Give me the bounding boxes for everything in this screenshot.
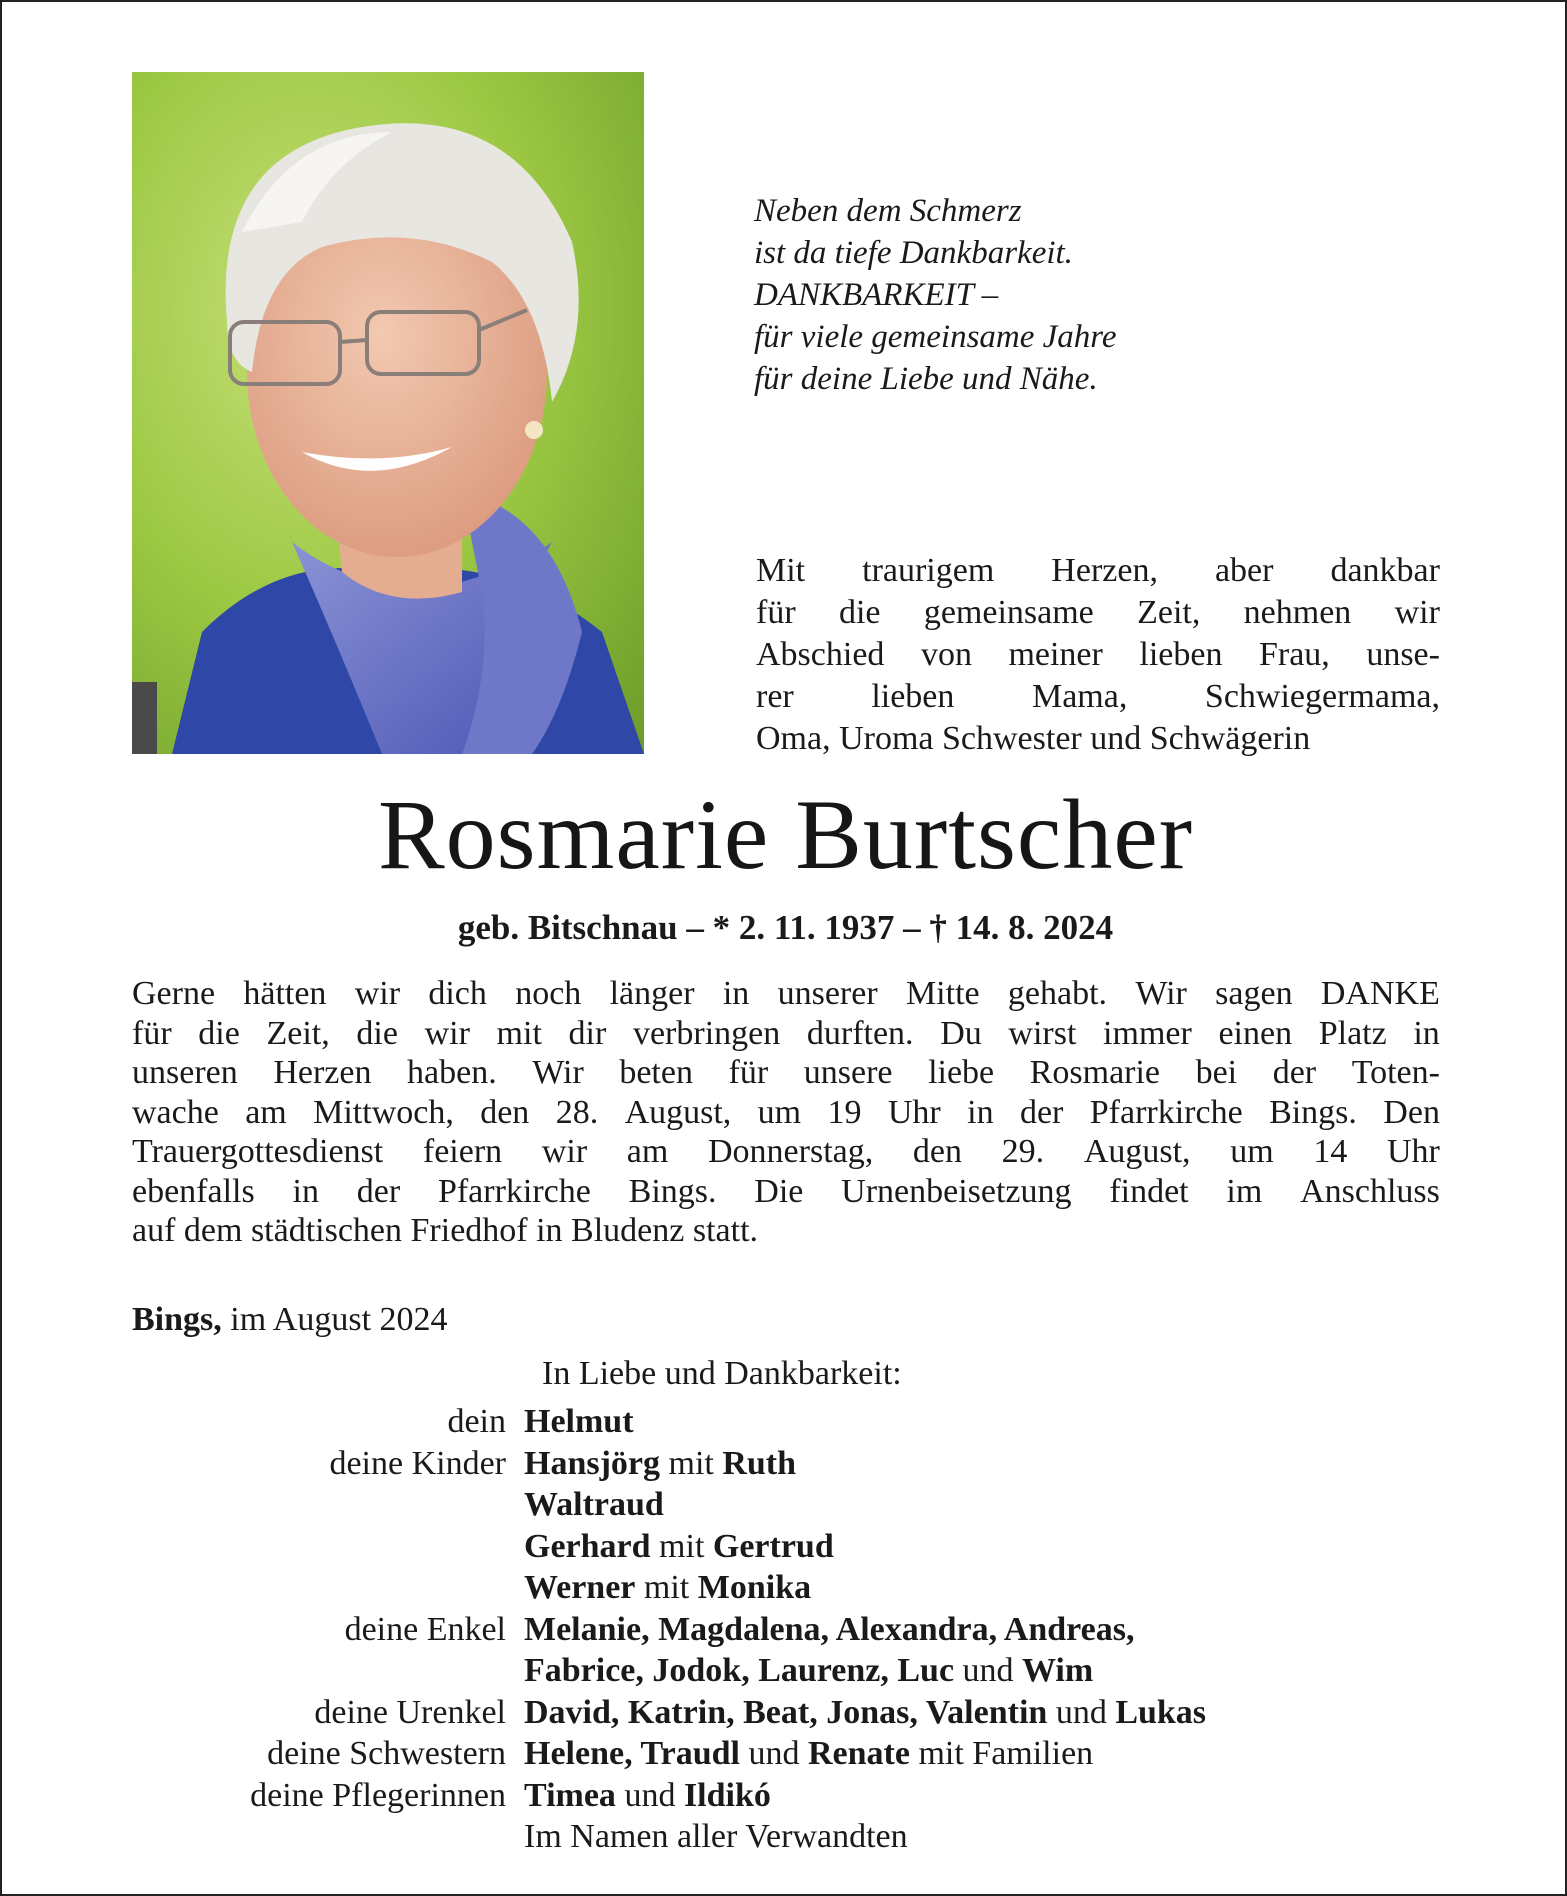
body-line [132, 974, 1440, 1014]
word: Mitte [905, 975, 980, 1012]
mourner-row [132, 1526, 1440, 1568]
word: 28. [555, 1093, 599, 1131]
word: Trauergottesdienst [132, 1133, 384, 1170]
word: Uhr [1386, 1133, 1440, 1170]
word: wir [1394, 594, 1440, 631]
word: wirst [1008, 1014, 1077, 1052]
word: Anschluss [1300, 1172, 1440, 1210]
word: Den [1383, 1093, 1440, 1131]
mourner-names [524, 1775, 1440, 1817]
word: die [356, 1014, 398, 1052]
mourner-names [524, 1484, 1440, 1526]
word: Mama, [1031, 678, 1128, 715]
word: nehmen [1243, 594, 1352, 631]
relation-label: deine Kinder [329, 1444, 506, 1482]
word: um [757, 1093, 802, 1131]
dedication-poem [754, 190, 1117, 400]
word: Pfarrkirche [437, 1172, 591, 1210]
word: Abschied [756, 636, 885, 673]
word: Urnenbeisetzung [841, 1172, 1072, 1210]
word: Donnerstag, [708, 1133, 874, 1170]
word: August, [624, 1093, 732, 1131]
birth-death-dates: geb. Bitschnau – * 2. 11. 1937 – † 14. 8. 2024 [457, 908, 1114, 947]
word: noch [515, 975, 582, 1012]
word: unse- [1366, 636, 1440, 673]
word: Wir [1135, 975, 1187, 1012]
word: Mittwoch, [313, 1093, 454, 1131]
relation-label: deine Schwestern [267, 1735, 506, 1772]
word: findet [1109, 1172, 1189, 1210]
word: der [356, 1172, 401, 1210]
intro-line [756, 676, 1440, 718]
word: 29. [1001, 1133, 1045, 1170]
relation-label [132, 1484, 524, 1526]
word: lieben [1139, 636, 1223, 673]
word: dankbar [1330, 552, 1440, 589]
mourner-name: Gerhard [524, 1527, 651, 1565]
portrait-photo [132, 72, 644, 754]
mourner-name: Waltraud [524, 1486, 664, 1523]
poem-line: für deine Liebe und Nähe. [754, 361, 1098, 397]
word: 14 [1313, 1133, 1348, 1170]
mourner-name: Ildikó [683, 1776, 771, 1814]
mourner-name: Lukas [1115, 1693, 1207, 1731]
mourner-names [524, 1609, 1440, 1651]
word: traurigem [862, 552, 995, 589]
mourner-name: Fabrice, Jodok, Laurenz, Luc [524, 1652, 955, 1689]
word: aber [1214, 552, 1274, 589]
word: Herzen [273, 1054, 372, 1091]
relation-label [132, 1567, 524, 1609]
word: Uhr [887, 1093, 941, 1131]
word: unseren [132, 1054, 238, 1091]
word: unserer [777, 975, 878, 1012]
word: Oma, Uroma Schwester und Schwägerin [756, 720, 1311, 757]
word: Du [940, 1014, 982, 1052]
relation-label [132, 1816, 524, 1858]
connector-text: mit [635, 1569, 698, 1606]
relation-label: dein [447, 1403, 506, 1440]
word: in [292, 1172, 319, 1210]
word: Frau, [1258, 636, 1330, 673]
word: am [626, 1133, 669, 1170]
place-date-line [132, 1300, 448, 1340]
mourner-names [524, 1692, 1440, 1734]
word: für [132, 1014, 172, 1052]
deceased-name: Rosmarie Burtscher [377, 779, 1194, 890]
intro-line [756, 718, 1440, 760]
relation-label: deine Pflegerinnen [250, 1776, 506, 1814]
word: in [967, 1093, 994, 1131]
poem-line: ist da tiefe Dankbarkeit. [754, 235, 1073, 271]
word: Pfarrkirche [1089, 1093, 1243, 1131]
poem-line: Neben dem Schmerz [754, 193, 1022, 229]
mourner-row [132, 1692, 1440, 1734]
word: auf dem städtischen Friedhof in Bludenz statt. [132, 1212, 759, 1249]
word: feiern [422, 1133, 503, 1170]
word: Mit [756, 552, 806, 589]
mourner-name: Renate [807, 1735, 910, 1772]
word: ebenfalls [132, 1172, 255, 1210]
body-line [132, 1014, 1440, 1054]
mourner-row [132, 1484, 1440, 1526]
word: einen [1218, 1014, 1293, 1052]
mourner-names [524, 1733, 1440, 1775]
portrait-photo-image [132, 72, 644, 754]
relation-label [132, 1526, 524, 1568]
mourner-row [132, 1650, 1440, 1692]
mourner-row [132, 1609, 1440, 1651]
word: immer [1103, 1014, 1192, 1052]
word: länger [609, 975, 695, 1012]
word: gemeinsame [923, 594, 1094, 631]
word: Zeit, [1137, 594, 1201, 631]
mourner-name: Wim [1022, 1652, 1094, 1689]
connector-text: und [954, 1652, 1023, 1689]
mourner-name: David, Katrin, Beat, Jonas, Valentin [524, 1693, 1048, 1731]
intro-paragraph [756, 550, 1440, 760]
word: die [198, 1014, 240, 1052]
relation-label: deine Enkel [344, 1610, 506, 1648]
word: wir [354, 975, 401, 1012]
word: wir [541, 1133, 588, 1170]
word: liebe [928, 1054, 995, 1091]
mourner-name: Timea [524, 1776, 616, 1814]
mourner-names [524, 1443, 1440, 1485]
body-line [132, 1093, 1440, 1133]
word: haben. [407, 1054, 497, 1091]
body-line [132, 1053, 1440, 1093]
mourner-row [132, 1443, 1440, 1485]
connector-text: und [1047, 1693, 1116, 1731]
word: lieben [871, 678, 955, 715]
word: die [838, 594, 881, 631]
mourner-names [524, 1401, 1440, 1443]
poem-line: für viele gemeinsame Jahre [754, 319, 1117, 355]
word: 19 [827, 1093, 862, 1131]
word: der [1272, 1054, 1317, 1091]
place-town: Bings, [132, 1301, 222, 1338]
connector-text: mit [660, 1444, 723, 1482]
word: Bings. [628, 1172, 717, 1210]
word: unsere [803, 1054, 893, 1091]
mourner-row [132, 1775, 1440, 1817]
word: meiner [1008, 636, 1103, 673]
connector-text: Im Namen aller Verwandten [524, 1818, 908, 1855]
mourner-name: Werner [524, 1569, 636, 1606]
word: rer [756, 678, 794, 715]
word: Die [754, 1172, 804, 1210]
word: der [1019, 1093, 1064, 1131]
mourners-list [132, 1401, 1440, 1858]
body-line [132, 1172, 1440, 1212]
word: dich [428, 975, 487, 1012]
mourner-name: Helmut [524, 1403, 634, 1440]
word: Herzen, [1051, 552, 1158, 589]
connector-text: und [615, 1776, 684, 1814]
word: Schwiegermama, [1204, 678, 1440, 715]
mourner-row [132, 1816, 1440, 1858]
mourner-row [132, 1567, 1440, 1609]
word: im [1226, 1172, 1263, 1210]
mourner-name: Monika [697, 1569, 812, 1606]
word: den [912, 1133, 962, 1170]
mourner-names [524, 1816, 1440, 1858]
mourner-name: Ruth [722, 1444, 797, 1482]
word: Platz [1318, 1014, 1387, 1052]
mourner-row [132, 1733, 1440, 1775]
word: am [245, 1093, 287, 1131]
word: Wir [532, 1054, 584, 1091]
place-date: im August 2024 [230, 1301, 448, 1338]
intro-line [756, 634, 1440, 676]
word: den [480, 1093, 530, 1131]
mourner-name: Melanie, Magdalena, Alexandra, Andreas, [524, 1610, 1135, 1648]
connector-text: mit Familien [909, 1735, 1094, 1772]
word: mit [496, 1014, 542, 1052]
word: Zeit, [266, 1014, 330, 1052]
word: von [920, 636, 972, 673]
announcement-paragraph [132, 974, 1440, 1251]
connector-text: und [739, 1735, 808, 1772]
relation-label [132, 1650, 524, 1692]
intro-line [756, 592, 1440, 634]
mourner-names [524, 1567, 1440, 1609]
mourner-names [524, 1526, 1440, 1568]
poem-line: DANKBARKEIT – [754, 277, 999, 313]
mourner-name: Gertrud [712, 1527, 834, 1565]
word: wache [132, 1093, 219, 1131]
word: sagen [1215, 975, 1293, 1012]
mourner-names [524, 1650, 1440, 1692]
word: durften. [806, 1014, 914, 1052]
word: August, [1083, 1133, 1191, 1170]
intro-line [756, 550, 1440, 592]
connector-text: mit [650, 1527, 713, 1565]
word: verbringen [632, 1014, 781, 1052]
word: in [1413, 1014, 1440, 1052]
body-line [132, 1132, 1440, 1172]
mourner-name: Helene, Traudl [524, 1735, 740, 1772]
word: um [1230, 1133, 1274, 1170]
word: in [722, 975, 750, 1012]
word: für [756, 594, 796, 631]
word: wir [424, 1014, 470, 1052]
word: dir [568, 1014, 607, 1052]
word: Bings. [1269, 1093, 1357, 1131]
word: gehabt. [1007, 975, 1108, 1012]
closing-phrase: In Liebe und Dankbarkeit: [542, 1355, 902, 1392]
mourner-name: Hansjörg [524, 1444, 660, 1482]
word: für [728, 1054, 769, 1091]
relation-label: deine Urenkel [314, 1693, 506, 1731]
word: Toten- [1351, 1054, 1440, 1091]
word: DANKE [1320, 975, 1440, 1012]
word: Rosmarie [1029, 1054, 1161, 1091]
word: Gerne [132, 975, 216, 1012]
word: bei [1195, 1054, 1238, 1091]
body-line [132, 1211, 1440, 1251]
word: hätten [243, 975, 327, 1012]
mourner-row [132, 1401, 1440, 1443]
word: beten [619, 1054, 693, 1091]
